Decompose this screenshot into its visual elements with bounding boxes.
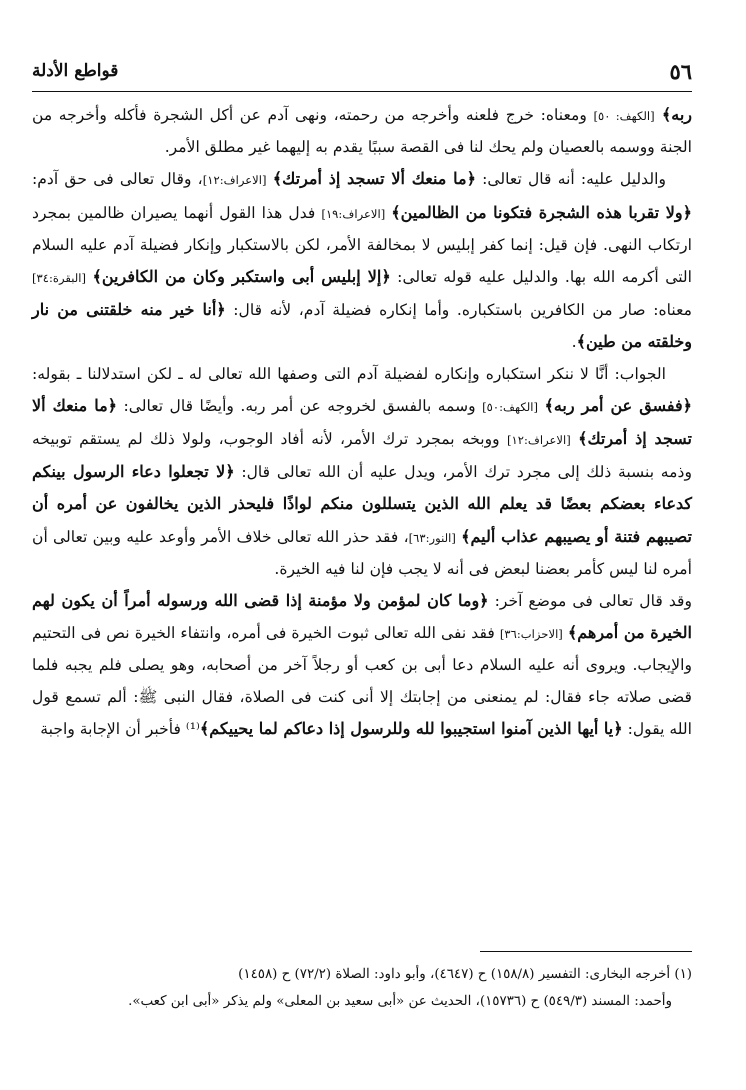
- paragraph: [32, 163, 692, 358]
- text-run: الجواب: أنَّا لا ننكر استكباره وإنكاره لفضيلة آدم التى وصفها الله تعالى له ـ لكن استدلالنا ـ بقوله:: [32, 364, 666, 383]
- verse-reference: [الاعراف:١٢]: [202, 173, 267, 188]
- verse-reference: [الاعراف:١٩]: [321, 206, 386, 221]
- text-run: فدل هذا القول أنهما يصيران ظالمين بمجرد ارتكاب النهى. فإن قيل: إنما كفر إبليس لا بمخالفة الأمر، لكن بالاستكبار وإنكار فضيلة آدم عليه السلام التى أكرمه الله بها. والدليل عليه قوله تعالى:: [32, 203, 692, 287]
- verse-reference: [الاعراف:١٢]: [506, 433, 571, 448]
- text-run: معناه: صار من الكافرين باستكباره. وأما إنكاره فضيلة آدم، لأنه قال:: [225, 301, 692, 320]
- paragraph: [32, 99, 692, 163]
- text-run: ⁽¹⁾ فأخبر أن الإجابة واجبة: [40, 719, 200, 738]
- quran-quote: ﴿ما منعك ألا تسجد إذ أمرتك﴾: [272, 169, 476, 189]
- footnote-1-continued: وأحمد: المسند (٥٤٩/٣) ح (١٥٧٣٦)، الحديث عن «أبى سعيد بن المعلى» ولم يذكر «أبى ابن كعب».: [128, 993, 672, 1009]
- footnote-1: (١) أخرجه البخارى: التفسير (١٥٨/٨) ح (٤٦٤٧)، وأبو داود: الصلاة (٧٢/٢) ح (١٤٥٨): [238, 967, 692, 982]
- verse-reference: [الاحزاب:٣٦]: [499, 627, 563, 642]
- quran-quote: ﴿لا تجعلوا دعاء الرسول بينكم كدعاء بعضكم بعضًا قد يعلم الله الذين يتسللون منكم لواذًا فليحذر الذين يخالفون عن أمره أن تصيبهم فتنة أو يصيبهم عذاب أليم﴾: [32, 462, 693, 546]
- verse-reference: [الكهف: ٥٠]: [593, 109, 655, 123]
- quran-quote: ﴿ولا تقربا هذه الشجرة فتكونا من الظالمين﴾: [391, 202, 692, 222]
- quran-quote: ربه: [671, 105, 692, 124]
- text-run: ووبخه بمجرد ترك الأمر، لأنه أفاد الوجوب، ولولا ذلك لم يستقم توبيخه وذمه بنسبة ذلك إلى مجرد ترك الأمر، ويدل عليه أن الله تعالى قال:: [32, 430, 692, 482]
- quran-quote: ﴿أنا خير منه خلقتنى من نار وخلقته من طين﴾: [32, 300, 692, 352]
- page-number: ٥٦: [669, 58, 692, 84]
- text-run: فقد نفى الله تعالى ثبوت الخيرة فى أمره، وانتفاء الخيرة نص فى التحتيم والإيجاب. ويروى أنه عليه السلام دعا أبى بن كعب أو رجلاً آخر من أصحابه، وهو يصلى فلم يجبه فلما قضى صلاته جاء فقال: لم يمنعنى من إجابتك إلا أنى كنت فى الصلاة، فقال النبى ﷺ: ألم تسمع قول الله يقول:: [32, 624, 692, 738]
- verse-reference: [الكهف:٥٠]: [482, 399, 539, 414]
- verse-reference: [البقرة:٣٤]: [32, 271, 87, 286]
- main-text: [32, 99, 692, 745]
- quran-quote: ﴿إلا إبليس أبى واستكبر وكان من الكافرين﴾: [92, 267, 391, 287]
- quran-quote: ﴿يا أيها الذين آمنوا استجيبوا لله وللرسول إذا دعاكم لما يحييكم﴾: [199, 718, 623, 738]
- page-header: [32, 56, 692, 86]
- paragraph: [32, 359, 692, 585]
- paragraph: [32, 585, 692, 745]
- verse-reference: [النور:٦٣]: [408, 530, 456, 545]
- text-run: وسمه بالفسق لخروجه عن أمر ربه. وأيضًا قال تعالى:: [117, 396, 483, 415]
- footnotes: [32, 962, 692, 1015]
- quran-quote: ﴿ففسق عن أمر ربه﴾: [544, 395, 692, 415]
- header-rule: [32, 91, 692, 92]
- text-run: وقد قال تعالى فى موضع آخر:: [488, 592, 692, 611]
- quran-quote: ﴾: [654, 105, 672, 124]
- footnote-rule: [480, 951, 692, 952]
- text-run: .: [571, 333, 577, 352]
- text-run: ، فقد حذر الله تعالى خلاف الأمر وأوعد عليه وبين تعالى أن أمره لنا ليس كأمر بعضنا لبعض فى أنه لا يجب فإن لنا فيه الخيرة.: [32, 527, 692, 578]
- book-title: قواطع الأدلة: [32, 61, 119, 81]
- quran-quote: ﴿ما منعك ألا تسجد إذ أمرتك﴾: [32, 395, 693, 449]
- text-run: والدليل عليه: أنه قال تعالى:: [475, 170, 666, 189]
- text-run: ، وقال تعالى فى حق آدم:: [32, 170, 203, 189]
- text-run: ومعناه: خرج فلعنه وأخرجه من رحمته، ونهى آدم عن أكل الشجرة فأكله وأخرجه من الجنة ووسمه بالعصيان ولم يحك لنا فى القصة سببًا يقدم به إليهما غير مطلق الأمر.: [32, 106, 692, 157]
- quran-quote: ﴿وما كان لمؤمن ولا مؤمنة إذا قضى الله ورسوله أمراً أن يكون لهم الخيرة من أمرهم﴾: [32, 591, 692, 643]
- text-run: [571, 430, 578, 448]
